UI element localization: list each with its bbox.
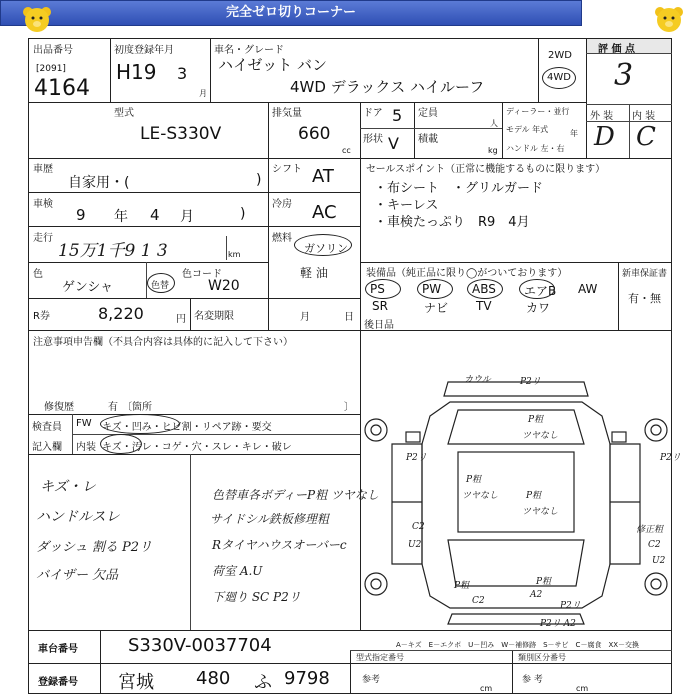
color-label: 色 <box>33 269 43 280</box>
sales-points-label: セールスポイント（正常に機能するものに限ります） <box>366 164 606 175</box>
banner-title: 完全ゼロ切りコーナー <box>0 0 582 26</box>
bear-mascot-left-icon <box>20 4 54 34</box>
diagram-mark: P2リ <box>520 377 541 387</box>
diagram-mark: ツヤなし <box>462 491 499 501</box>
mileage-value: 15万1千9 1 3 <box>58 241 168 261</box>
diagram-mark: ツヤなし <box>522 507 559 517</box>
shape-value: V <box>388 134 399 153</box>
diagram-mark: P2リ A2 <box>540 619 576 629</box>
history-value: 自家用・( <box>68 175 130 191</box>
doors-value: 5 <box>392 106 403 125</box>
capacity-label: 定員 <box>418 108 438 119</box>
check-row2-mark <box>100 434 142 454</box>
inspection-label: 車検 <box>33 199 53 210</box>
model-year-unit: 年 <box>570 129 578 138</box>
left-note-2: ハンドルスレ <box>36 509 120 525</box>
recycle-value: 8,220 <box>98 304 144 323</box>
doors-label: ドア <box>363 108 383 119</box>
inspection-year-unit: 年 <box>114 209 128 225</box>
displacement-label: 排気量 <box>272 108 302 119</box>
left-note-4: バイザー 欠品 <box>36 568 119 583</box>
fuel-gasoline: ガソリン <box>304 242 348 255</box>
registration-month: 3 <box>177 64 188 83</box>
row1-circle <box>519 279 555 299</box>
drive-2wd-label: 2WD <box>548 50 572 61</box>
row2-item: ナビ <box>424 301 449 315</box>
mileage-unit: km <box>228 250 241 259</box>
aircon-label: 冷房 <box>272 199 292 210</box>
check-row1: キズ・凹み・ヒビ割・リペア跡・要交 <box>102 422 272 433</box>
capacity-unit: 人 <box>490 119 498 128</box>
left-note-1: キズ・レ <box>40 479 96 495</box>
diagram-mark: P粗 <box>536 577 552 587</box>
plate-number: 9798 <box>284 668 330 689</box>
inspection-close: ) <box>240 206 246 222</box>
history-label: 車歴 <box>33 164 53 175</box>
registration-label: 初度登録年月 <box>114 45 174 56</box>
shift-value: AT <box>312 166 334 187</box>
diagram-mark: P2リ <box>560 601 581 611</box>
interior-grade: C <box>636 122 656 152</box>
load-unit: kg <box>488 146 498 155</box>
history-close: ) <box>256 172 262 188</box>
title-deadline-month: 月 <box>300 312 310 323</box>
repair-value: 有 <box>108 402 118 413</box>
row1-circle <box>417 279 453 299</box>
diagram-mark: C2 <box>412 522 425 532</box>
right-note-2: サイドシル鉄板修理粗 <box>210 512 329 526</box>
row2-item: SR <box>372 299 388 313</box>
right-note-1: 色替車各ボディーP粗 ツヤなし <box>212 488 379 502</box>
sales-point-1: ・布シート ・グリルガード <box>374 181 544 196</box>
ref-label-2: 参 考 <box>522 675 543 685</box>
row1-item: PW <box>422 282 442 296</box>
row2-item: カワ <box>526 301 551 315</box>
diagram-mark: P粗 <box>526 491 542 501</box>
new-warranty-label: 新車保証書 <box>622 269 668 279</box>
bear-mascot-right-icon <box>652 4 686 34</box>
diagram-mark: P2リ <box>406 453 427 463</box>
displacement-value: 660 <box>298 124 331 144</box>
color-code: W20 <box>208 278 240 294</box>
right-note-4: 荷室 A.U <box>212 564 263 578</box>
sales-point-3: ・車検たっぷり R9 4月 <box>374 215 530 230</box>
equipment-label: 装備品（純正品に限り◯がついております） <box>366 268 568 279</box>
damage-legend: A－キズ E－エクボ U－凹み W－補修跡 S－サビ C－腐食 XX－交換 <box>396 641 640 649</box>
model-name: ハイゼット バン <box>218 56 328 74</box>
plate-label: 登録番号 <box>38 677 78 688</box>
lot-number: 4164 <box>34 76 90 101</box>
repair-close: 〕 <box>344 402 354 413</box>
row2-item: TV <box>476 299 492 313</box>
repair-label: 修復歴 <box>44 402 74 413</box>
fuel-label: 燃料 <box>272 233 292 244</box>
category-label: 類別区分番号 <box>518 653 566 662</box>
color-code-label: 色コード <box>182 269 222 280</box>
new-warranty-value: 有・無 <box>628 292 661 305</box>
diagram-mark: P粗 <box>466 475 482 485</box>
diagram-mark: U2 <box>652 556 666 566</box>
lot-sub: [2091] <box>36 64 66 74</box>
diagram-mark: ツヤなし <box>522 431 559 441</box>
plate-class: 480 <box>196 668 231 689</box>
mileage-label: 走行 <box>33 233 53 244</box>
plate-kana: ふ <box>254 672 272 693</box>
check-row2-key: 内装 <box>76 442 96 453</box>
interior-label: 内 装 <box>632 111 656 122</box>
row1-item: エアB <box>524 284 557 298</box>
repair-bracket: 〔箇所 <box>122 402 152 413</box>
title-deadline-day: 日 <box>344 312 354 323</box>
recycle-unit: 円 <box>176 314 186 325</box>
cm-label-1: cm <box>480 684 493 693</box>
registration-era: H19 <box>116 60 157 84</box>
diagram-mark: P粗 <box>528 415 544 425</box>
sales-point-2: ・キーレス <box>374 198 439 213</box>
car-damage-diagram <box>362 334 670 630</box>
diagram-mark: U2 <box>408 540 422 550</box>
evaluation-score: 3 <box>614 58 634 93</box>
check-row2: キズ・汚レ・コゲ・穴・スレ・キレ・破レ <box>102 442 292 453</box>
diagram-mark: C2 <box>472 596 485 606</box>
load-label: 積載 <box>418 134 438 145</box>
color-value: ゲンシャ <box>62 280 114 295</box>
evaluation-label: 評 価 点 <box>598 44 635 55</box>
diagram-mark: 修正粗 <box>636 525 664 535</box>
check-row1-key: FW <box>76 418 92 429</box>
same-color-label: 色替 <box>151 281 170 291</box>
registration-month-unit: 月 <box>199 89 207 98</box>
right-note-5: 下廻り SC P2リ <box>212 590 301 604</box>
right-note-3: Rタイヤハウスオーバーc <box>212 538 347 552</box>
row1-circle <box>467 279 503 299</box>
check-label-1: 検査員 <box>32 422 62 433</box>
chassis-label: 車台番号 <box>38 644 78 655</box>
displacement-unit: cc <box>342 146 351 155</box>
diagram-mark: A2 <box>530 590 543 600</box>
diagram-mark: C2 <box>648 540 661 550</box>
exterior-label: 外 装 <box>590 111 614 122</box>
inspection-month: 4 <box>150 206 160 224</box>
cm-label-2: cm <box>576 684 589 693</box>
lot-label: 出品番号 <box>33 45 73 56</box>
model-code: LE-S330V <box>140 124 222 144</box>
left-note-3: ダッシュ 割る P2リ <box>36 540 153 555</box>
exterior-grade: D <box>594 122 615 152</box>
handle-label: ハンドル 左・右 <box>506 144 565 153</box>
notes-label: 注意事項申告欄（不具合内容は具体的に記入して下さい） <box>33 337 293 348</box>
recycle-label: R券 <box>33 311 50 322</box>
plate-region: 宮城 <box>118 672 154 693</box>
drive-4wd-label: 4WD <box>547 72 571 83</box>
rear-seat-label: 後日品 <box>364 320 394 331</box>
row1-item: PS <box>370 282 385 296</box>
row1-item: ABS <box>472 282 496 296</box>
shape-label: 形状 <box>363 134 383 145</box>
ref-label-1: 参考 <box>362 675 381 685</box>
model-grade: 4WD デラックス ハイルーフ <box>290 78 485 96</box>
type-designation-label: 型式指定番号 <box>356 653 404 662</box>
model-year-label: モデル 年式 <box>506 125 549 134</box>
inspection-year: 9 <box>76 206 86 224</box>
row1-item: AW <box>578 282 598 296</box>
model-code-label: 型式 <box>114 108 134 119</box>
chassis-value: S330V-0037704 <box>128 635 272 656</box>
fuel-diesel: 軽 油 <box>300 266 328 280</box>
diagram-mark: カウル <box>464 375 491 385</box>
model-name-label: 車名・グレード <box>214 45 284 56</box>
check-label-2: 記入欄 <box>32 442 62 453</box>
dealer-label: ディーラー・並行 <box>506 107 570 116</box>
title-deadline-label: 名変期限 <box>194 311 234 322</box>
row1-circle <box>365 279 401 299</box>
inspection-month-unit: 月 <box>180 209 194 225</box>
aircon-value: AC <box>312 202 337 223</box>
shift-label: シフト <box>272 164 302 175</box>
diagram-mark: P2リ <box>660 453 681 463</box>
diagram-mark: P粗 <box>454 581 470 591</box>
check-row1-mark <box>100 414 180 434</box>
